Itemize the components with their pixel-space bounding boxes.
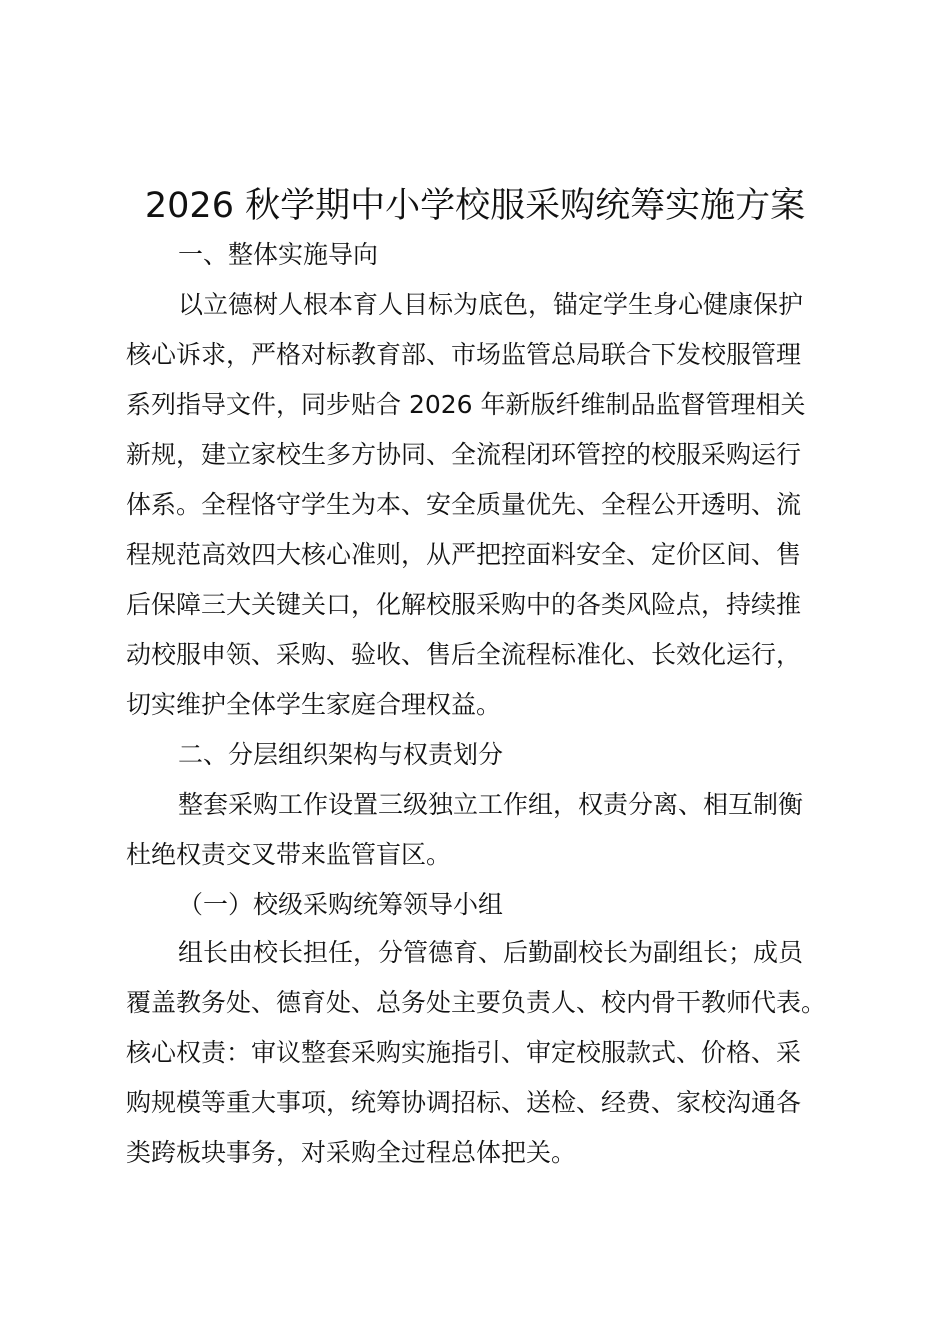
paragraph-line: 组长由校长担任，分管德育、后勤副校长为副组长；成员	[178, 938, 804, 967]
paragraph-line: 体系。全程恪守学生为本、安全质量优先、全程公开透明、流	[126, 490, 802, 519]
paragraph-line: 类跨板块事务，对采购全过程总体把关。	[126, 1138, 577, 1167]
paragraph-line: 程规范高效四大核心准则，从严把控面料安全、定价区间、售	[126, 540, 802, 569]
paragraph-line: 核心诉求，严格对标教育部、市场监管总局联合下发校服管理	[126, 340, 802, 369]
paragraph-line: 覆盖教务处、德育处、总务处主要负责人、校内骨干教师代表。	[126, 988, 827, 1017]
section-heading-2: 二、分层组织架构与权责划分	[178, 740, 504, 769]
paragraph-line: 购规模等重大事项，统筹协调招标、送检、经费、家校沟通各	[126, 1088, 802, 1117]
paragraph-line: 整套采购工作设置三级独立工作组，权责分离、相互制衡	[178, 790, 804, 819]
paragraph-line: 以立德树人根本育人目标为底色，锚定学生身心健康保护	[178, 290, 804, 319]
paragraph-line: 核心权责：审议整套采购实施指引、审定校服款式、价格、采	[126, 1038, 802, 1067]
document-title: 2026 秋学期中小学校服采购统筹实施方案	[144, 186, 806, 226]
paragraph-line: 系列指导文件，同步贴合 2026 年新版纤维制品监督管理相关	[126, 390, 806, 419]
paragraph-line: 新规，建立家校生多方协同、全流程闭环管控的校服采购运行	[126, 440, 802, 469]
paragraph-line: 杜绝权责交叉带来监管盲区。	[126, 840, 452, 869]
subsection-heading-1: （一）校级采购统筹领导小组	[178, 890, 504, 919]
paragraph-line: 动校服申领、采购、验收、售后全流程标准化、长效化运行，	[126, 640, 802, 669]
section-heading-1: 一、整体实施导向	[178, 240, 379, 269]
paragraph-line: 后保障三大关键关口，化解校服采购中的各类风险点，持续推	[126, 590, 802, 619]
paragraph-line: 切实维护全体学生家庭合理权益。	[126, 690, 502, 719]
